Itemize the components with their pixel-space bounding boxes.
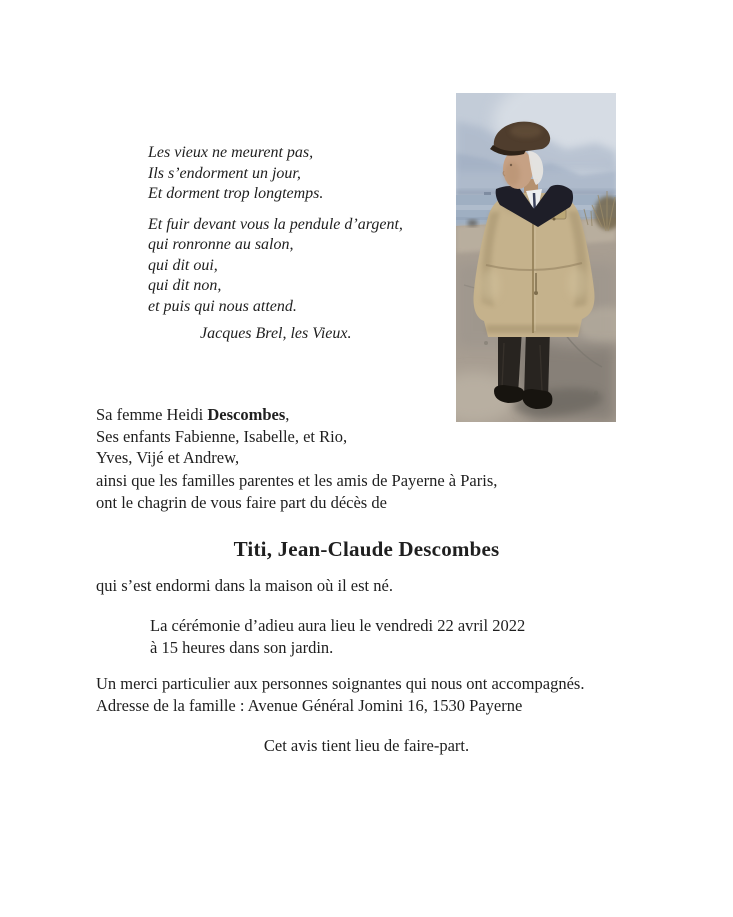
- thanks-line: Un merci particulier aux personnes soignantes qui nous ont accompagnés.: [96, 674, 585, 693]
- poem-line: Et dorment trop longtemps.: [148, 185, 324, 202]
- family-line-3: Yves, Vijé et Andrew,: [96, 448, 240, 467]
- poem-line: qui dit oui,: [148, 256, 218, 274]
- passing-line: qui s’est endormi dans la maison où il est né.: [96, 576, 393, 595]
- family-line-1-prefix: Sa femme Heidi: [96, 405, 208, 424]
- family-address: Adresse de la famille : Avenue Général Jomini 16, 1530 Payerne: [96, 695, 523, 715]
- family-line-1: [96, 404, 347, 426]
- family-line-2: Ses enfants Fabienne, Isabelle, et Rio,: [96, 426, 348, 446]
- family-surname: Descombes: [207, 405, 286, 424]
- family-line-1-suffix: ,: [285, 405, 290, 424]
- poem-stanza-2: [148, 215, 403, 318]
- ceremony-line-1: La cérémonie d’adieu aura lieu le vendredi 22 avril 2022: [150, 616, 526, 635]
- poem-line: et puis qui nous attend.: [148, 297, 297, 315]
- grief-line-1: ainsi que les familles parentes et les amis de Payerne à Paris,: [96, 471, 498, 490]
- thanks-paragraph: [96, 673, 584, 716]
- closing-line: Cet avis tient lieu de faire-part.: [263, 736, 470, 755]
- poem-line: Ils s’endorment un jour,: [148, 164, 301, 182]
- grief-line-2: ont le chagrin de vous faire part du décès de: [96, 492, 387, 512]
- deceased-name: Titi, Jean-Claude Descombes: [233, 537, 500, 561]
- poem-attribution: Jacques Brel, les Vieux.: [200, 325, 352, 342]
- ceremony-details: [150, 615, 525, 658]
- grief-paragraph: [96, 470, 497, 513]
- poem-line: qui dit non,: [148, 277, 222, 294]
- poem-stanza-1: [148, 143, 403, 205]
- poem-line: qui ronronne au salon,: [148, 236, 294, 253]
- poem-line: Les vieux ne meurent pas,: [148, 144, 314, 161]
- family-lines: [96, 404, 347, 469]
- ceremony-line-2: à 15 heures dans son jardin.: [150, 637, 334, 657]
- poem-line: Et fuir devant vous la pendule d’argent,: [148, 215, 403, 233]
- memorial-photo: [456, 93, 616, 422]
- poem: [148, 143, 403, 345]
